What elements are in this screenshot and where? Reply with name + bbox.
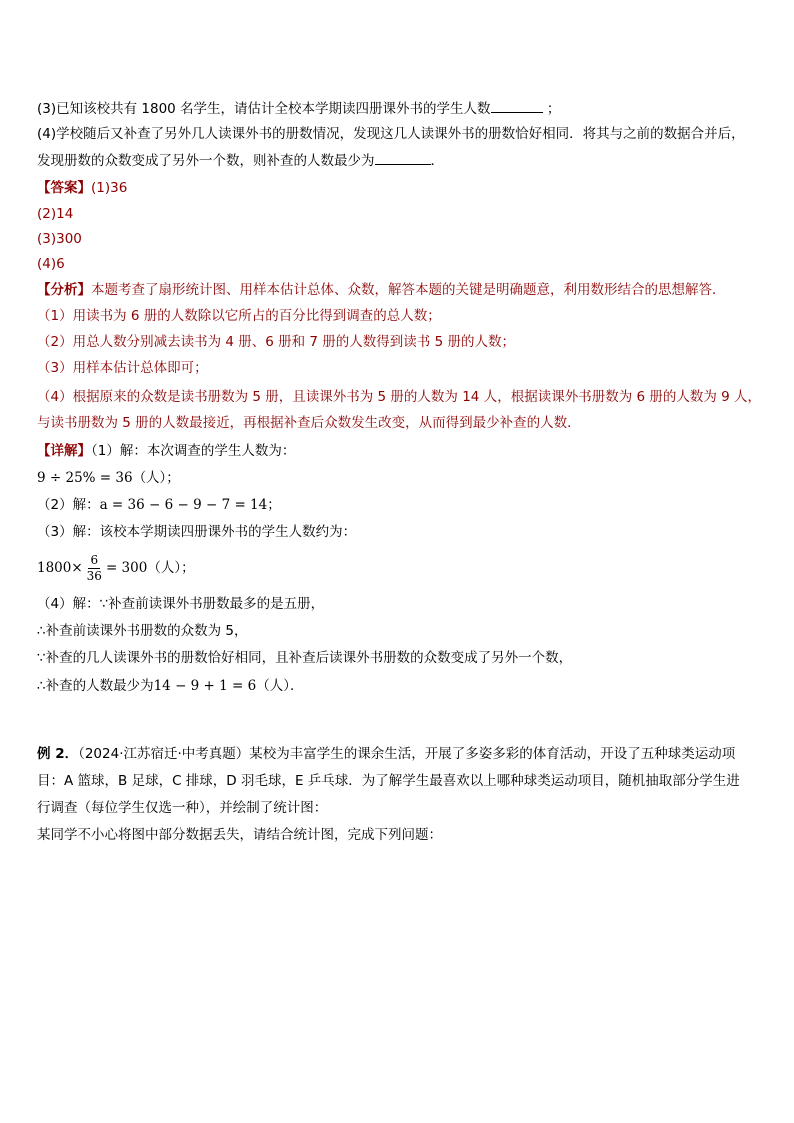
detail-4-line1: （4）解：∵补查前读课外书册数最多的是五册， — [37, 596, 325, 612]
example-2-line1: 例 2．（2024·江苏宿迁·中考真题）某校为丰富学生的课余生活，开展了多姿多彩的体育活动，开设了五种球类运动项 — [37, 746, 736, 762]
answer-3: (3)300 — [37, 231, 82, 247]
analysis-label: 【分析】 — [37, 282, 91, 298]
detail-1-equation: 9 ÷ 25% = 36（人）； — [37, 470, 180, 486]
detail-3-equation: 1800× $\frac{6}{36}$ = 300（人）； — [37, 552, 195, 583]
fraction: $\frac{6}{36}$ — [86, 552, 102, 583]
example-2-line4: 某同学不小心将图中部分数据丢失，请结合统计图，完成下列问题： — [37, 827, 442, 843]
answer-header — [37, 178, 127, 198]
analysis-step-3: （3）用样本估计总体即可； — [37, 360, 208, 376]
detail-4-line4: ∴补查的人数最少为14 − 9 + 1 = 6（人）． — [37, 678, 304, 694]
answer-1: (1)36 — [91, 180, 128, 196]
example-2-line2: 目：A 篮球，B 足球，C 排球，D 羽毛球，E 乒乓球．为了解学生最喜欢以上哪种球类运动项目，随机抽取部分学生进 — [37, 773, 740, 789]
analysis-step-2: （2）用总人数分别减去读书为 4 册、6 册和 7 册的人数得到读书 5 册的人数； — [37, 334, 515, 350]
detail-2: （2）解：a = 36 − 6 − 9 − 7 = 14； — [37, 497, 281, 513]
detail-3: （3）解：该校本学期读四册课外书的学生人数约为： — [37, 524, 357, 540]
answer-label: 【答案】 — [37, 180, 91, 196]
analysis-step-4-line2: 与读书册数为 5 册的人数最接近，再根据补查后众数发生改变，从而得到最少补查的人数． — [37, 415, 581, 431]
question-4-line1: (4)学校随后又补查了另外几人读课外书的册数情况，发现这几人读课外书的册数恰好相同．将其与之前的数据合并后， — [37, 126, 745, 142]
example-2-line3: 行调查（每位学生仅选一种），并绘制了统计图： — [37, 800, 328, 816]
analysis-intro: 【分析】本题考查了扇形统计图、用样本估计总体、众数，解答本题的关键是明确题意，利用数形结合的思想解答． — [37, 282, 726, 298]
detail-label: 【详解】 — [37, 443, 91, 459]
analysis-step-4-line1: （4）根据原来的众数是读书册数为 5 册，且读课外书为 5 册的人数为 14 人，根据读课外书册数为 6 册的人数为 9 人， — [37, 389, 762, 405]
answer-2: (2)14 — [37, 206, 74, 222]
analysis-step-1: （1）用读书为 6 册的人数除以它所占的百分比得到调查的总人数； — [37, 308, 441, 324]
detail-4-line2: ∴补查前读课外书册数的众数为 5， — [37, 623, 248, 639]
question-3: (3)已知该校共有 1800 名学生，请估计全校本学期读四册课外书的学生人数 ； — [37, 98, 560, 119]
answer-blank-3 — [491, 98, 543, 113]
example-label: 例 2． — [37, 746, 79, 762]
detail-4-line3: ∵补查的几人读课外书的册数恰好相同，且补查后读课外书册数的众数变成了另外一个数， — [37, 650, 573, 666]
question-4-line2: 发现册数的众数变成了另外一个数，则补查的人数最少为 ． — [37, 150, 444, 171]
answer-blank-4 — [375, 150, 431, 165]
detail-1: 【详解】（1）解：本次调查的学生人数为： — [37, 443, 296, 459]
answer-4: (4)6 — [37, 256, 65, 272]
